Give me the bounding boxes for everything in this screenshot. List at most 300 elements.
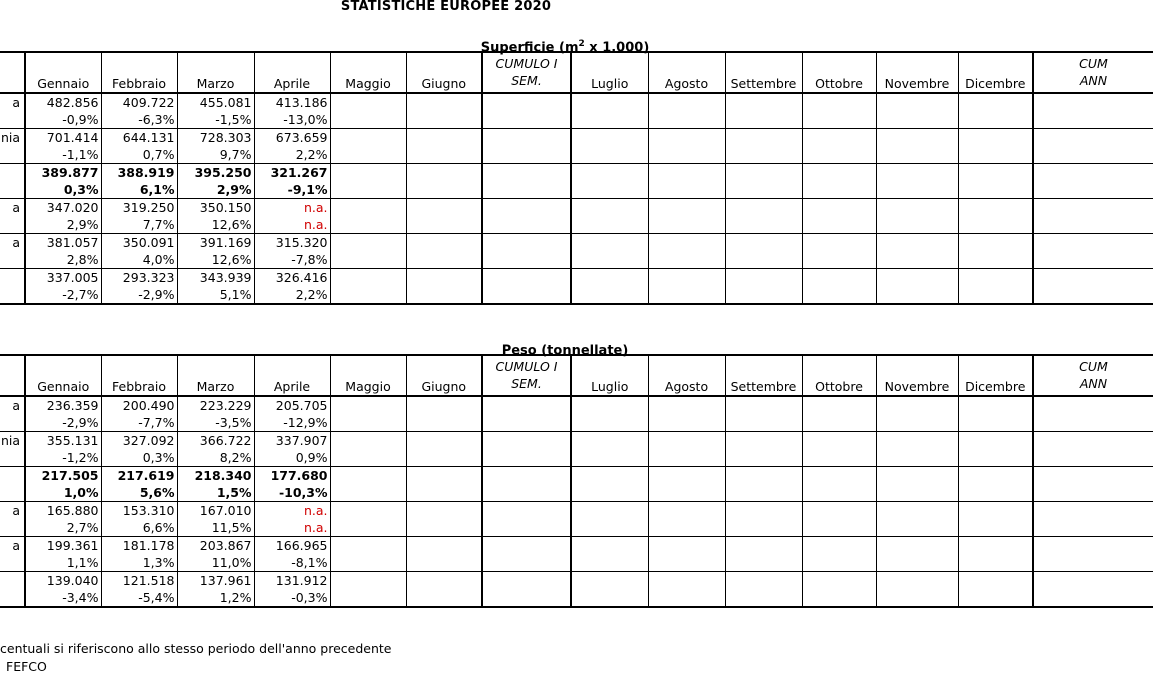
change-cell: 1,5% (177, 484, 254, 502)
value-cell: 166.965 (254, 537, 330, 555)
change-cell: 2,9% (177, 181, 254, 199)
change-cell (330, 484, 406, 502)
value-cell (648, 467, 725, 485)
row-label: a (0, 502, 25, 520)
change-cell (1033, 251, 1153, 269)
change-cell (571, 251, 648, 269)
value-cell: 728.303 (177, 129, 254, 147)
value-cell: 388.919 (101, 164, 177, 182)
row-label (0, 589, 25, 607)
change-cell (876, 111, 958, 129)
change-cell (876, 554, 958, 572)
change-cell: -3,5% (177, 414, 254, 432)
value-cell (725, 572, 802, 590)
change-cell: -0,3% (254, 589, 330, 607)
table-row (0, 129, 1153, 147)
change-cell (802, 414, 876, 432)
value-cell (876, 129, 958, 147)
value-cell: 217.505 (25, 467, 101, 485)
change-cell (1033, 554, 1153, 572)
change-cell: -10,3% (254, 484, 330, 502)
month-header: Gennaio (25, 52, 101, 93)
change-cell: -9,1% (254, 181, 330, 199)
table-row (0, 93, 1153, 111)
change-cell (876, 519, 958, 537)
change-cell (1033, 449, 1153, 467)
value-cell (330, 164, 406, 182)
value-cell (571, 93, 648, 111)
change-cell (571, 111, 648, 129)
table-row (0, 216, 1153, 234)
value-cell (725, 93, 802, 111)
value-cell (802, 537, 876, 555)
change-cell: -3,4% (25, 589, 101, 607)
value-cell (958, 572, 1033, 590)
value-cell: 644.131 (101, 129, 177, 147)
change-cell: -2,9% (101, 286, 177, 304)
section-title-peso: Peso (tonnellate) (501, 343, 629, 359)
change-cell (725, 181, 802, 199)
change-cell (330, 449, 406, 467)
change-cell: n.a. (254, 519, 330, 537)
change-cell (1033, 181, 1153, 199)
change-cell (482, 111, 571, 129)
change-cell: 2,2% (254, 146, 330, 164)
value-cell (330, 502, 406, 520)
change-cell (571, 449, 648, 467)
table-row (0, 269, 1153, 287)
change-cell (648, 181, 725, 199)
value-cell (406, 537, 482, 555)
value-cell (482, 234, 571, 252)
change-cell: 7,7% (101, 216, 177, 234)
value-cell: 205.705 (254, 396, 330, 414)
change-cell (648, 146, 725, 164)
row-label: a (0, 234, 25, 252)
value-cell (958, 502, 1033, 520)
value-cell: 217.619 (101, 467, 177, 485)
value-cell (725, 164, 802, 182)
change-cell (958, 519, 1033, 537)
value-cell (958, 93, 1033, 111)
row-label (0, 164, 25, 182)
change-cell (802, 146, 876, 164)
change-cell (482, 449, 571, 467)
row-label (0, 484, 25, 502)
value-cell (1033, 572, 1153, 590)
value-cell: 395.250 (177, 164, 254, 182)
value-cell: 177.680 (254, 467, 330, 485)
row-label (0, 146, 25, 164)
value-cell (571, 234, 648, 252)
value-cell (406, 199, 482, 217)
month-header: Marzo (177, 355, 254, 396)
value-cell (958, 396, 1033, 414)
table-row (0, 251, 1153, 269)
change-cell: n.a. (254, 216, 330, 234)
change-cell (571, 146, 648, 164)
change-cell (725, 251, 802, 269)
change-cell (802, 519, 876, 537)
value-cell (571, 199, 648, 217)
change-cell: 8,2% (177, 449, 254, 467)
change-cell: 11,0% (177, 554, 254, 572)
change-cell (330, 554, 406, 572)
value-cell (725, 129, 802, 147)
value-cell (406, 572, 482, 590)
value-cell (648, 537, 725, 555)
value-cell (571, 396, 648, 414)
row-label: nia (0, 432, 25, 450)
table-row (0, 537, 1153, 555)
row-label (0, 572, 25, 590)
value-cell (406, 93, 482, 111)
header-row (0, 355, 1153, 396)
change-cell (802, 251, 876, 269)
value-cell: 326.416 (254, 269, 330, 287)
change-cell (482, 554, 571, 572)
change-cell (571, 589, 648, 607)
value-cell: 482.856 (25, 93, 101, 111)
change-cell (725, 286, 802, 304)
header-label-cell (0, 52, 25, 93)
value-cell (330, 396, 406, 414)
change-cell: 1,2% (177, 589, 254, 607)
change-cell (725, 589, 802, 607)
row-label (0, 111, 25, 129)
value-cell: 673.659 (254, 129, 330, 147)
change-cell (330, 286, 406, 304)
value-cell (648, 164, 725, 182)
value-cell (571, 467, 648, 485)
value-cell (802, 502, 876, 520)
month-header: CUM ANN (1033, 355, 1153, 396)
value-cell (406, 129, 482, 147)
value-cell (330, 269, 406, 287)
change-cell (648, 554, 725, 572)
value-cell (958, 432, 1033, 450)
change-cell: 6,6% (101, 519, 177, 537)
value-cell: 455.081 (177, 93, 254, 111)
section-title-superficie: Superficie ($m^2$ x 1.000) (480, 39, 650, 56)
table-row (0, 396, 1153, 414)
value-cell: 218.340 (177, 467, 254, 485)
table-row (0, 146, 1153, 164)
change-cell (725, 519, 802, 537)
change-cell: 9,7% (177, 146, 254, 164)
change-cell (802, 589, 876, 607)
change-cell (802, 181, 876, 199)
value-cell (648, 269, 725, 287)
value-cell: 223.229 (177, 396, 254, 414)
value-cell (648, 396, 725, 414)
value-cell: 315.320 (254, 234, 330, 252)
value-cell (330, 432, 406, 450)
change-cell: -2,7% (25, 286, 101, 304)
value-cell: 381.057 (25, 234, 101, 252)
month-header: Giugno (406, 52, 482, 93)
row-label (0, 414, 25, 432)
table-row (0, 467, 1153, 485)
value-cell (725, 396, 802, 414)
value-cell: 137.961 (177, 572, 254, 590)
change-cell (406, 146, 482, 164)
value-cell (406, 432, 482, 450)
row-label (0, 286, 25, 304)
change-cell (958, 251, 1033, 269)
value-cell (1033, 502, 1153, 520)
change-cell (406, 414, 482, 432)
value-cell (725, 502, 802, 520)
change-cell (958, 484, 1033, 502)
value-cell: 121.518 (101, 572, 177, 590)
change-cell (571, 484, 648, 502)
change-cell: 12,6% (177, 251, 254, 269)
value-cell (958, 199, 1033, 217)
row-label (0, 181, 25, 199)
change-cell (1033, 414, 1153, 432)
change-cell (648, 111, 725, 129)
change-cell (876, 414, 958, 432)
value-cell (648, 432, 725, 450)
value-cell: 319.250 (101, 199, 177, 217)
change-cell (571, 286, 648, 304)
value-cell (876, 467, 958, 485)
footnote-percentages: centuali si riferiscono allo stesso periodo dell'anno precedente (0, 641, 392, 656)
value-cell (876, 269, 958, 287)
change-cell (876, 286, 958, 304)
change-cell (958, 111, 1033, 129)
value-cell: 366.722 (177, 432, 254, 450)
change-cell (802, 111, 876, 129)
table-row (0, 286, 1153, 304)
value-cell (876, 164, 958, 182)
value-cell (482, 396, 571, 414)
row-label: nia (0, 129, 25, 147)
value-cell (648, 129, 725, 147)
month-header: Dicembre (958, 355, 1033, 396)
change-cell (1033, 589, 1153, 607)
change-cell: -7,7% (101, 414, 177, 432)
value-cell: 203.867 (177, 537, 254, 555)
change-cell (1033, 484, 1153, 502)
value-cell (802, 164, 876, 182)
change-cell (406, 519, 482, 537)
header-label-cell (0, 355, 25, 396)
value-cell (1033, 93, 1153, 111)
value-cell: 350.091 (101, 234, 177, 252)
row-label (0, 251, 25, 269)
value-cell: 350.150 (177, 199, 254, 217)
change-cell (482, 414, 571, 432)
value-cell (958, 269, 1033, 287)
value-cell (958, 164, 1033, 182)
change-cell: 5,1% (177, 286, 254, 304)
month-header: Novembre (876, 355, 958, 396)
change-cell: -1,5% (177, 111, 254, 129)
value-cell (571, 572, 648, 590)
value-cell (406, 164, 482, 182)
value-cell: 165.880 (25, 502, 101, 520)
change-cell (406, 216, 482, 234)
change-cell: -5,4% (101, 589, 177, 607)
change-cell (406, 111, 482, 129)
row-label (0, 467, 25, 485)
value-cell (482, 467, 571, 485)
change-cell (958, 146, 1033, 164)
change-cell (1033, 519, 1153, 537)
change-cell (482, 216, 571, 234)
month-header: Novembre (876, 52, 958, 93)
value-cell (876, 93, 958, 111)
change-cell (876, 181, 958, 199)
change-cell (648, 216, 725, 234)
change-cell (802, 484, 876, 502)
change-cell (1033, 111, 1153, 129)
value-cell (330, 467, 406, 485)
row-label (0, 269, 25, 287)
change-cell (648, 286, 725, 304)
change-cell (958, 554, 1033, 572)
row-label (0, 554, 25, 572)
value-cell (725, 432, 802, 450)
change-cell (406, 286, 482, 304)
value-cell (482, 572, 571, 590)
month-header: Febbraio (101, 355, 177, 396)
value-cell: 139.040 (25, 572, 101, 590)
month-header: Luglio (571, 52, 648, 93)
change-cell: 0,7% (101, 146, 177, 164)
value-cell (571, 129, 648, 147)
month-header: Settembre (725, 52, 802, 93)
value-cell (725, 537, 802, 555)
month-header: CUMULO I SEM. (482, 52, 571, 93)
value-cell: 167.010 (177, 502, 254, 520)
value-cell (802, 234, 876, 252)
value-cell (876, 396, 958, 414)
change-cell (330, 216, 406, 234)
change-cell (876, 449, 958, 467)
table-row (0, 484, 1153, 502)
change-cell (876, 484, 958, 502)
table-row (0, 164, 1153, 182)
change-cell (1033, 286, 1153, 304)
change-cell (876, 146, 958, 164)
value-cell (571, 164, 648, 182)
value-cell (1033, 432, 1153, 450)
change-cell (1033, 216, 1153, 234)
table-row (0, 589, 1153, 607)
value-cell (802, 467, 876, 485)
value-cell: n.a. (254, 502, 330, 520)
change-cell (725, 216, 802, 234)
change-cell (482, 181, 571, 199)
change-cell (406, 251, 482, 269)
change-cell (482, 286, 571, 304)
value-cell: 337.005 (25, 269, 101, 287)
change-cell (330, 251, 406, 269)
value-cell: 409.722 (101, 93, 177, 111)
change-cell: 4,0% (101, 251, 177, 269)
value-cell (1033, 164, 1153, 182)
change-cell: -7,8% (254, 251, 330, 269)
month-header: Marzo (177, 52, 254, 93)
value-cell (958, 537, 1033, 555)
value-cell (725, 199, 802, 217)
change-cell: 11,5% (177, 519, 254, 537)
change-cell (482, 484, 571, 502)
value-cell (876, 537, 958, 555)
change-cell: -6,3% (101, 111, 177, 129)
value-cell (802, 432, 876, 450)
value-cell (802, 572, 876, 590)
footnote-source: FEFCO (6, 659, 47, 674)
value-cell (482, 432, 571, 450)
value-cell (802, 129, 876, 147)
change-cell: 0,3% (25, 181, 101, 199)
change-cell (571, 216, 648, 234)
change-cell (648, 251, 725, 269)
table-row (0, 432, 1153, 450)
change-cell (482, 519, 571, 537)
table-row (0, 181, 1153, 199)
change-cell (648, 414, 725, 432)
change-cell (958, 286, 1033, 304)
value-cell (406, 467, 482, 485)
month-header: Ottobre (802, 355, 876, 396)
change-cell (571, 181, 648, 199)
table-row (0, 199, 1153, 217)
value-cell (648, 234, 725, 252)
change-cell: -13,0% (254, 111, 330, 129)
change-cell (406, 181, 482, 199)
change-cell (958, 449, 1033, 467)
change-cell: 12,6% (177, 216, 254, 234)
change-cell: 2,7% (25, 519, 101, 537)
month-header: Ottobre (802, 52, 876, 93)
month-header: Gennaio (25, 355, 101, 396)
row-label: a (0, 537, 25, 555)
value-cell: 343.939 (177, 269, 254, 287)
row-label: a (0, 396, 25, 414)
value-cell (330, 537, 406, 555)
change-cell (725, 146, 802, 164)
value-cell (876, 199, 958, 217)
value-cell (648, 93, 725, 111)
table-row (0, 111, 1153, 129)
change-cell (648, 484, 725, 502)
value-cell: 327.092 (101, 432, 177, 450)
change-cell: -1,1% (25, 146, 101, 164)
change-cell: -12,9% (254, 414, 330, 432)
value-cell: 153.310 (101, 502, 177, 520)
value-cell (330, 234, 406, 252)
change-cell: -8,1% (254, 554, 330, 572)
value-cell (876, 502, 958, 520)
change-cell (406, 484, 482, 502)
change-cell (571, 554, 648, 572)
change-cell: -1,2% (25, 449, 101, 467)
value-cell (876, 234, 958, 252)
change-cell (330, 414, 406, 432)
change-cell (648, 519, 725, 537)
change-cell (330, 146, 406, 164)
change-cell (802, 554, 876, 572)
change-cell (482, 251, 571, 269)
month-header: Aprile (254, 52, 330, 93)
value-cell (958, 129, 1033, 147)
value-cell (406, 396, 482, 414)
